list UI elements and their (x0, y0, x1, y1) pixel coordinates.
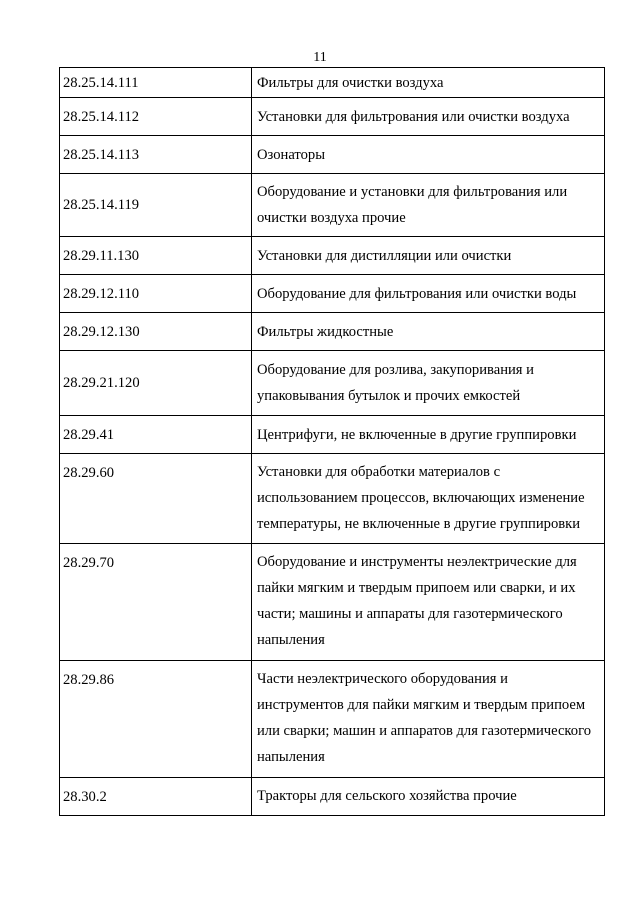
table-row (60, 351, 605, 416)
classification-code: 28.29.21.120 (60, 351, 252, 416)
classification-name: Фильтры жидкостные (252, 313, 605, 351)
classification-table (59, 67, 605, 816)
classification-name: Установки для фильтрования или очистки воздуха (252, 98, 605, 136)
classification-name: Тракторы для сельского хозяйства прочие (252, 778, 605, 816)
table-row (60, 237, 605, 275)
classification-name: Оборудование для фильтрования или очистки воды (252, 275, 605, 313)
classification-code: 28.29.60 (60, 454, 252, 544)
classification-code: 28.29.12.110 (60, 275, 252, 313)
table-body (60, 68, 605, 816)
classification-code: 28.25.14.119 (60, 174, 252, 237)
table-row (60, 544, 605, 661)
table-row (60, 454, 605, 544)
classification-code: 28.29.70 (60, 544, 252, 661)
classification-name: Оборудование и инструменты неэлектрические для пайки мягким и твердым припоем или сварки, и их части; машины и аппараты для газотермического напыления (252, 544, 605, 661)
table-row (60, 68, 605, 98)
table-row (60, 174, 605, 237)
table-row (60, 778, 605, 816)
classification-name: Оборудование и установки для фильтрования или очистки воздуха прочие (252, 174, 605, 237)
classification-code: 28.25.14.113 (60, 136, 252, 174)
classification-code: 28.29.41 (60, 416, 252, 454)
classification-code: 28.29.11.130 (60, 237, 252, 275)
table-row (60, 416, 605, 454)
classification-code: 28.30.2 (60, 778, 252, 816)
table-row (60, 313, 605, 351)
table-row (60, 661, 605, 778)
classification-name: Установки для дистилляции или очистки (252, 237, 605, 275)
classification-name: Части неэлектрического оборудования и инструментов для пайки мягким и твердым припоем или сварки; машин и аппаратов для газотермического напыления (252, 661, 605, 778)
classification-code: 28.29.12.130 (60, 313, 252, 351)
classification-name: Оборудование для розлива, закупоривания и упаковывания бутылок и прочих емкостей (252, 351, 605, 416)
classification-code: 28.25.14.112 (60, 98, 252, 136)
classification-name: Центрифуги, не включенные в другие группировки (252, 416, 605, 454)
classification-name: Установки для обработки материалов с использованием процессов, включающих изменение температуры, не включенные в другие группировки (252, 454, 605, 544)
classification-code: 28.25.14.111 (60, 68, 252, 98)
table-row (60, 98, 605, 136)
classification-code: 28.29.86 (60, 661, 252, 778)
classification-name: Фильтры для очистки воздуха (252, 68, 605, 98)
page-number: 11 (313, 50, 327, 65)
table-row (60, 275, 605, 313)
table-row (60, 136, 605, 174)
classification-name: Озонаторы (252, 136, 605, 174)
